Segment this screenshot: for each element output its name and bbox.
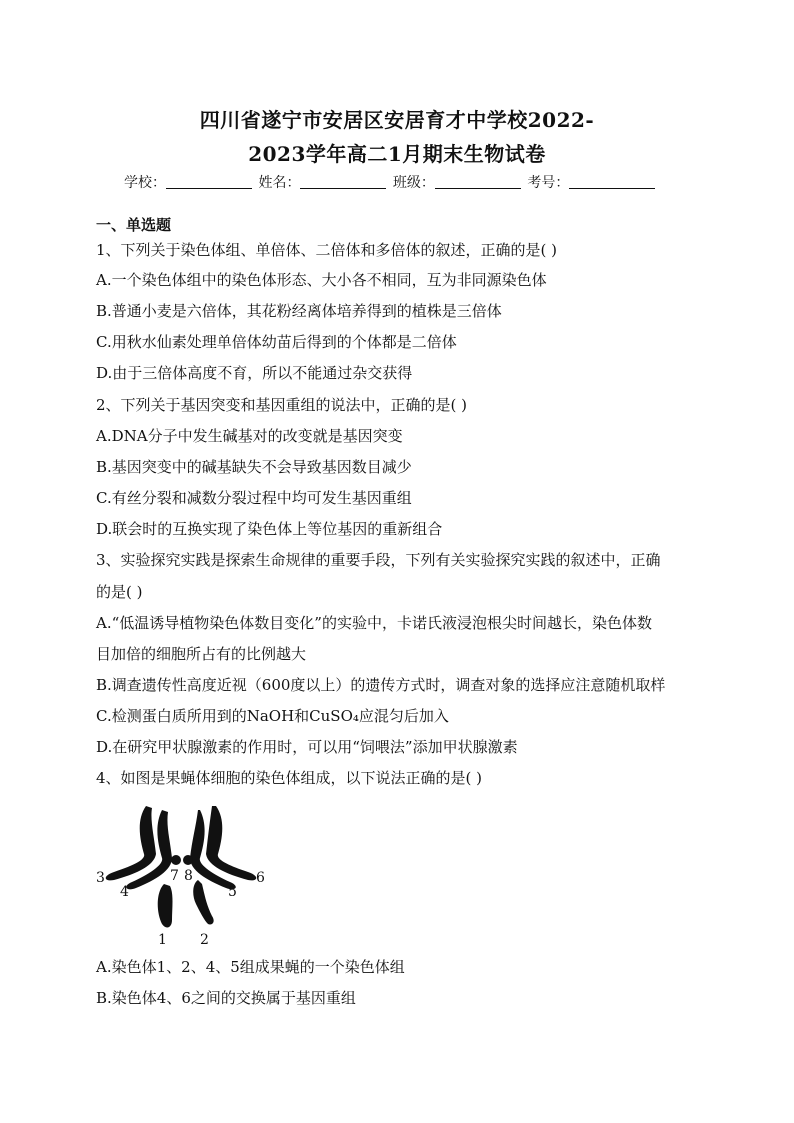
question-1-option-a: A.一个染色体组中的染色体形态、大小各不相同，互为非同源染色体 [96,271,547,289]
class-label: 班级： [392,175,435,191]
figure-label-5: 5 [228,884,237,900]
question-3-option-b: B.调查遗传性高度近视（600度以上）的遗传方式时，调查对象的选择应注意随机取样 [96,676,666,694]
page-title-line2: 2023学年高二1月期末生物试卷 [248,142,546,166]
question-3-option-a-line2: 目加倍的细胞所占有的比例越大 [96,645,307,663]
page-title-line1: 四川省遂宁市安居区安居育才中学校2022- [199,108,595,132]
exam-no-label: 考号： [527,175,570,191]
school-label: 学校： [124,175,166,191]
question-1-option-c: C.用秋水仙素处理单倍体幼苗后得到的个体都是二倍体 [96,333,457,351]
question-1-stem: 1、下列关于染色体组、单倍体、二倍体和多倍体的叙述，正确的是( ) [96,241,558,259]
chromosome-3 [106,806,156,880]
question-2-option-b: B.基因突变中的碱基缺失不会导致基因数目减少 [96,458,412,476]
name-blank [300,174,386,189]
exam-no-blank [569,174,655,189]
chromosome-figure [92,800,272,950]
section-title: 一、单选题 [96,216,172,234]
figure-label-6: 6 [256,870,265,886]
chromosome-6 [206,806,256,880]
student-info-row [124,172,657,192]
chromosome-8 [183,855,193,865]
chromosome-1 [158,884,173,927]
question-2-option-c: C.有丝分裂和减数分裂过程中均可发生基因重组 [96,489,412,507]
figure-label-8: 8 [184,868,193,884]
chromosome-7 [171,855,181,865]
question-3-stem-line1: 3、实验探究实践是探索生命规律的重要手段，下列有关实验探究实践的叙述中，正确 [96,551,661,569]
figure-label-3: 3 [96,870,105,886]
class-blank [435,174,521,189]
question-4-stem: 4、如图是果蝇体细胞的染色体组成，以下说法正确的是( ) [96,769,483,787]
question-3-option-d: D.在研究甲状腺激素的作用时，可以用“饲喂法”添加甲状腺激素 [96,738,518,756]
school-blank [166,174,252,189]
question-2-option-d: D.联会时的互换实现了染色体上等位基因的重新组合 [96,520,443,538]
figure-label-4: 4 [120,884,129,900]
question-4-option-a: A.染色体1、2、4、5组成果蝇的一个染色体组 [96,958,405,976]
question-2-option-a: A.DNA分子中发生碱基对的改变就是基因突变 [96,427,403,445]
figure-label-1: 1 [158,932,167,948]
question-3-option-c: C.检测蛋白质所用到的NaOH和CuSO₄应混匀后加入 [96,707,449,725]
figure-label-7: 7 [170,868,179,884]
chromosome-2 [193,880,213,925]
question-2-stem: 2、下列关于基因突变和基因重组的说法中，正确的是( ) [96,396,468,414]
question-1-option-b: B.普通小麦是六倍体，其花粉经离体培养得到的植株是三倍体 [96,302,502,320]
figure-label-2: 2 [200,932,209,948]
question-1-option-d: D.由于三倍体高度不育，所以不能通过杂交获得 [96,364,413,382]
question-3-option-a-line1: A.“低温诱导植物染色体数目变化”的实验中，卡诺氏液浸泡根尖时间越长，染色体数 [96,614,652,632]
question-4-option-b: B.染色体4、6之间的交换属于基因重组 [96,989,356,1007]
question-3-stem-line2: 的是( ) [96,583,143,601]
name-label: 姓名： [258,175,301,191]
